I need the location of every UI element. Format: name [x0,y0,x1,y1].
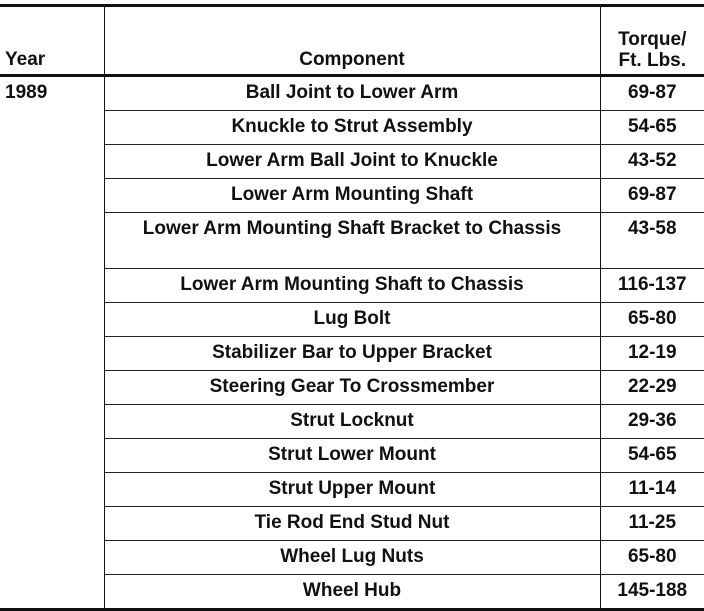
torque-header [600,6,704,76]
table-row [0,541,704,575]
torque-spec-sheet [0,4,704,611]
component-cell: Lower Arm Mounting Shaft to Chassis [104,269,600,303]
table-row [0,179,704,213]
torque-cell: 65-80 [600,541,704,575]
table-row [0,507,704,541]
table-row [0,145,704,179]
table-row [0,303,704,337]
torque-cell: 29-36 [600,405,704,439]
component-cell: Knuckle to Strut Assembly [104,111,600,145]
component-cell: Lower Arm Ball Joint to Knuckle [104,145,600,179]
year-cell: 1989 [0,76,104,610]
component-cell: Wheel Hub [104,575,600,610]
table-row [0,269,704,303]
torque-cell: 43-52 [600,145,704,179]
torque-cell: 12-19 [600,337,704,371]
component-cell: Ball Joint to Lower Arm [104,76,600,111]
table-row [0,405,704,439]
component-cell: Lug Bolt [104,303,600,337]
torque-cell: 69-87 [600,179,704,213]
table-row [0,111,704,145]
torque-cell: 54-65 [600,439,704,473]
component-cell: Wheel Lug Nuts [104,541,600,575]
torque-table [0,4,704,611]
component-cell: Strut Locknut [104,405,600,439]
component-cell: Steering Gear To Crossmember [104,371,600,405]
torque-cell: 65-80 [600,303,704,337]
year-header: Year [0,6,104,76]
torque-cell: 69-87 [600,76,704,111]
table-row [0,439,704,473]
component-cell: Tie Rod End Stud Nut [104,507,600,541]
torque-cell: 11-14 [600,473,704,507]
torque-cell: 11-25 [600,507,704,541]
torque-header-line1: Torque/ [601,29,704,50]
component-cell: Stabilizer Bar to Upper Bracket [104,337,600,371]
component-cell: Strut Upper Mount [104,473,600,507]
torque-cell: 116-137 [600,269,704,303]
table-row [0,76,704,111]
component-header: Component [104,6,600,76]
torque-cell: 43-58 [600,213,704,269]
torque-cell: 22-29 [600,371,704,405]
component-cell: Strut Lower Mount [104,439,600,473]
table-row [0,473,704,507]
table-row [0,371,704,405]
table-row [0,337,704,371]
component-cell: Lower Arm Mounting Shaft [104,179,600,213]
torque-cell: 145-188 [600,575,704,610]
component-cell: Lower Arm Mounting Shaft Bracket to Chassis [104,213,600,269]
torque-cell: 54-65 [600,111,704,145]
torque-header-line2: Ft. Lbs. [601,50,704,71]
table-row [0,575,704,610]
table-row [0,213,704,269]
header-row [0,6,704,76]
